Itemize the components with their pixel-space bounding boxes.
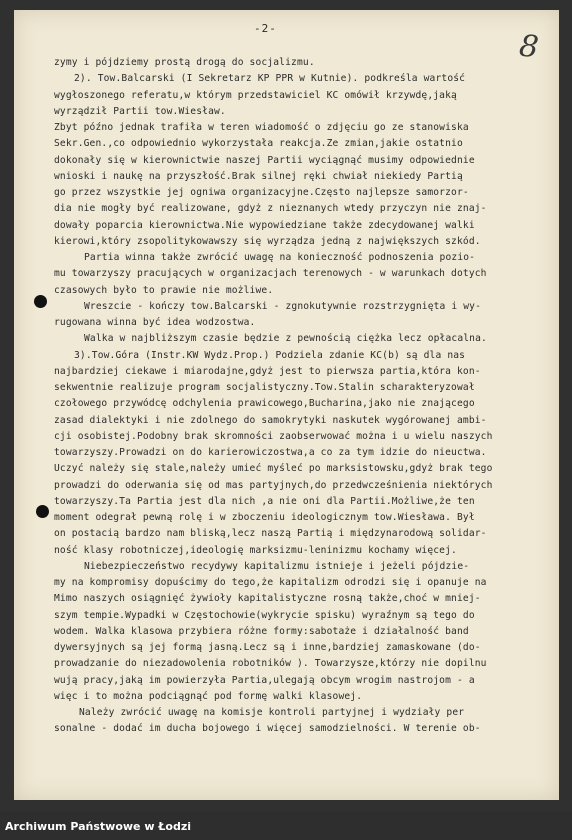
page-number: -2- — [254, 22, 277, 35]
text-line: Uczyć należy się stale,należy umieć myśleć po marksistowsku,gdyż brak tego — [54, 463, 493, 475]
text-line: mu towarzyszy pracujących w organizacjach terenowych - w warunkach dotych — [54, 268, 487, 280]
text-line: więc i to można podciągnąć pod formę walki klasowej. — [54, 690, 363, 702]
text-line: on postacią bardzo nam bliską,lecz naszą Partią i międzynarodową solidar- — [54, 528, 487, 540]
text-line: towarzyszy.Prowadzi on do karierowiczostwa,a co za tym idzie do nieuctwa. — [54, 447, 487, 458]
text-line: kierowi,który zsopolitykowawszy się wyrządza jedną z największych szkód. — [54, 235, 481, 247]
text-line: 2). Tow.Balcarski (I Sekretarz KP PPR w Kutnie). podkreśla wartość — [74, 73, 466, 85]
text-line: wodem. Walka klasowa przybiera różne formy:sabotaże i działalność band — [54, 625, 469, 637]
text-line: 3).Tow.Góra (Instr.KW Wydz.Prop.) Podziela zdanie KC(b) są dla nas — [74, 349, 466, 361]
text-line: towarzyszy.Ta Partia jest dla nich ,a nie oni dla Partii.Możliwe,że ten — [54, 495, 475, 507]
archive-label: Archiwum Państwowe w Łodzi — [5, 820, 192, 833]
text-line: wyrządził Partii tow.Wiesław. — [54, 105, 226, 117]
text-line: Należy zwrócić uwagę na komisje kontroli partyjnej i wydziały per — [79, 707, 465, 718]
text-line: najbardziej ciekawe i miarodajne,gdyż jest to pierwsza partia,która kon- — [54, 365, 481, 377]
text-line: cji osobistej.Podobny brak skromności zaobserwować można i u wielu naszych — [54, 430, 493, 442]
text-line: sekwentnie realizuje program socjalistyczny.Tow.Stalin scharakteryzował — [54, 382, 475, 393]
text-line: Partia winna także zwrócić uwagę na konieczność podnoszenia pozio- — [84, 252, 476, 263]
text-line: wygłoszonego referatu,w którym przedstawiciel KC omówił krzywdę,jaką — [54, 89, 457, 101]
handwritten-folio-number: 8 — [517, 28, 541, 66]
text-line: rugowana winna być idea wodzostwa. — [54, 317, 256, 328]
text-line: sonalne - dodać im ducha bojowego i więcej samodzielności. W terenie ob- — [54, 723, 481, 735]
punch-hole-bottom — [36, 505, 49, 518]
text-line: Niebezpieczeństwo recydywy kapitalizmu istnieje i jeżeli pójdzie- — [84, 560, 470, 572]
text-line: wnioski i naukę na przyszłość.Brak silnej ręki chwiał niekiedy Partią — [54, 170, 463, 182]
text-line: zasad dialektyki i nie zdolnego do samokrytyki naskutek wygórowanej ambi- — [54, 414, 487, 426]
text-line: dywersyjnych są jej formą jasną.Lecz są i inne,bardziej zamaskowane (do- — [54, 642, 481, 653]
archive-footer — [0, 812, 572, 840]
text-line: dia nie mogły być realizowane, gdyż z nieznanych wtedy przyczyn nie znaj- — [54, 203, 487, 215]
text-line: Walka w najbliższym czasie będzie z pewnością ciężka lecz opłacalna. — [84, 333, 487, 345]
text-line: Wreszcie - kończy tow.Balcarski - zgnokutywnie rozstrzygnięta i wy- — [84, 300, 482, 312]
text-line: szym tempie.Wypadki w Częstochowie(wykrycie spisku) wyraźnym są tego do — [54, 609, 475, 621]
punch-hole-top — [34, 295, 47, 308]
text-line: ność klasy robotniczej,ideologię marksizmu-leninizmu kochamy więcej. — [54, 544, 457, 556]
text-line: wują pracy,jaką im powierzyła Partia,ulegają obcym wrogim nastrojom - a — [54, 674, 475, 686]
text-line: prowadzi do oderwania się od mas partyjnych,do przedwcześnienia niektórych — [54, 479, 493, 491]
text-line: Mimo naszych osiągnięć żywioły kapitalistyczne rosną także,choć w mniej- — [54, 593, 481, 605]
text-line: dokonały się w kierownictwie naszej Partii wyciągnąć musimy odpowiednie — [54, 154, 475, 166]
typewritten-text — [54, 55, 572, 738]
document-page — [14, 10, 559, 800]
text-line: czasowych było to prawie nie możliwe. — [54, 284, 274, 296]
text-line: dowały poparcia kierownictwa.Nie wypowiedziane także zdecydowanej walki — [54, 219, 475, 231]
text-line: Zbyt późno jednak trafiła w teren wiadomość o zdjęciu go ze stanowiska — [54, 122, 469, 133]
text-line: Sekr.Gen.,co odpowiednio wykorzystała reakcja.Ze zmian,jakie ostatnio — [54, 138, 463, 150]
text-line: my na kompromisy dopuścimy do tego,że kapitalizm odrodzi się i opanuje na — [54, 577, 487, 588]
text-line: prowadzanie do niezadowolenia robotników ). Towarzysze,którzy nie dopilnu — [54, 658, 487, 670]
text-line: go przez wszystkie jej ogniwa organizacyjne.Często najlepsze samorzor- — [54, 187, 469, 198]
text-line: moment odegrał pewną rolę i w zboczeniu ideologicznym tow.Wiesława. Był — [54, 512, 475, 523]
text-line: zymy i pójdziemy prostą drogą do socjalizmu. — [54, 57, 315, 68]
text-line: czołowego przywódcę odchylenia prawicowego,Bucharina,jako nie znającego — [54, 398, 475, 410]
